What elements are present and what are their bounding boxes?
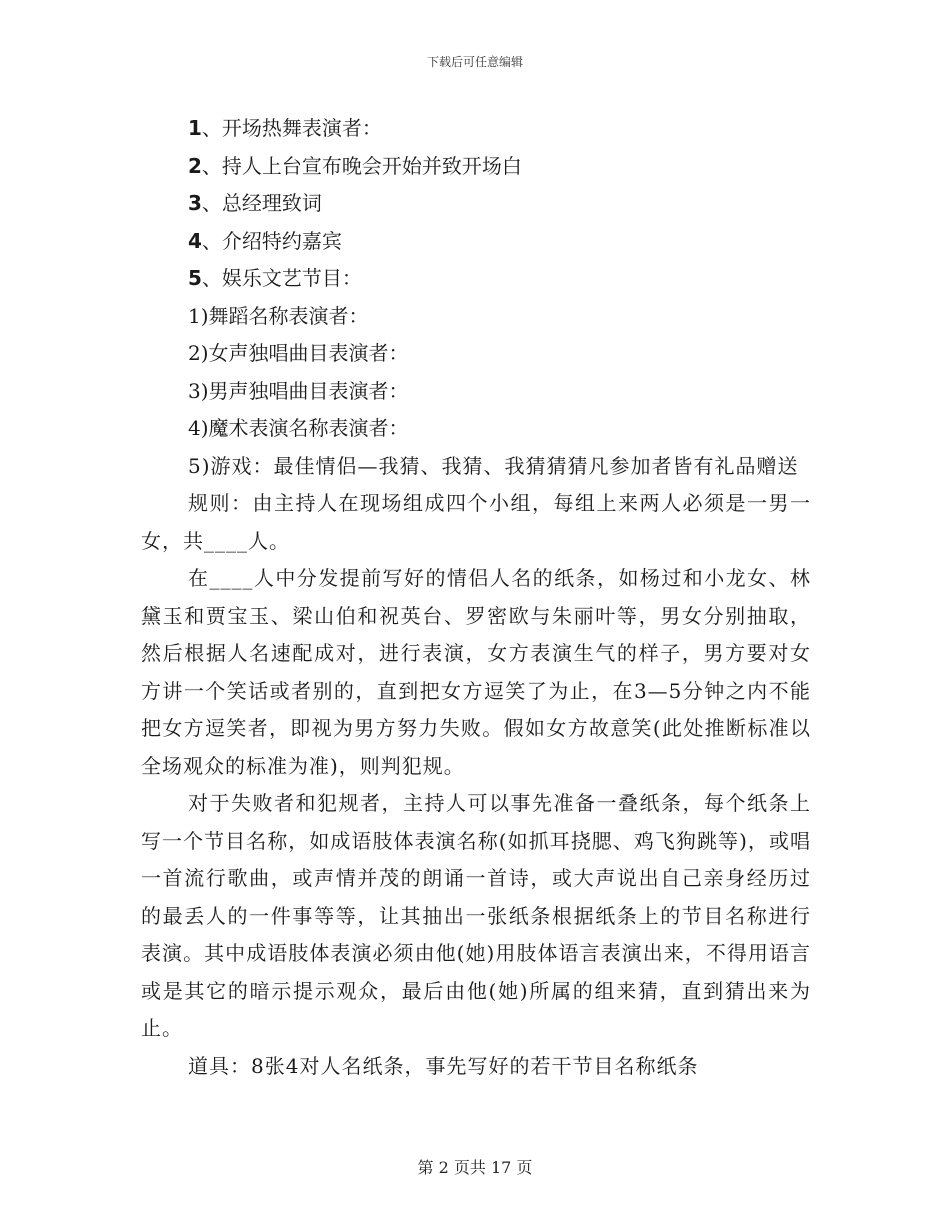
rules-paragraph: 规则：由主持人在现场组成四个小组，每组上来两人必须是一男一女，共____人。 [141, 491, 811, 553]
game-paragraph: 5)游戏：最佳情侣—我猜、我猜、我猜猜猜凡参加者皆有礼品赠送 [188, 453, 799, 478]
agenda-item [141, 260, 811, 298]
agenda-item [141, 110, 811, 148]
program-item: 2)女声独唱曲目表演者： [188, 341, 409, 365]
procedure-paragraph: 在____人中分发提前写好的情侣人名的纸条，如杨过和小龙女、林黛玉和贾宝玉、梁山伯和祝英台、罗密欧与朱丽叶等，男女分别抽取，然后根据人名速配成对，进行表演，女方表演生气的样子，男方要对女方讲一个笑话或者别的，直到把女方逗笑了为止，在3—5分钟之内不能把女方逗笑者，即视为男方努力失败。假如女方故意笑(此处推断标准以全场观众的标准为准)，则判犯规。 [141, 566, 811, 778]
agenda-item [141, 148, 811, 186]
program-item: 1)舞蹈名称表演者： [188, 303, 369, 328]
agenda-number: 1 [188, 116, 202, 140]
agenda-text: 、介绍特约嘉宾 [201, 228, 342, 253]
props-paragraph: 道具：8张4对人名纸条，事先写好的若干节目名称纸条 [188, 1053, 699, 1078]
agenda-number: 4 [188, 228, 202, 253]
header-note: 下载后可任意编辑 [426, 55, 523, 69]
agenda-text: 、开场热舞表演者： [201, 116, 382, 140]
agenda-text: 、娱乐文艺节目： [201, 266, 362, 290]
agenda-number: 3 [188, 191, 202, 215]
program-item: 4)魔术表演名称表演者： [188, 416, 409, 440]
penalty-paragraph: 对于失败者和犯规者，主持人可以事先准备一叠纸条，每个纸条上写一个节目名称，如成语肢体表演名称(如抓耳挠腮、鸡飞狗跳等)，或唱一首流行歌曲，或声情并茂的朗诵一首诗，或大声说出自己亲身经历过的最丢人的一件事等等，让其抽出一张纸条根据纸条上的节目名称进行表演。其中成语肢体表演必须由他(她)用肢体语言表演出来，不得用语言或是其它的暗示提示观众，最后由他(她)所属的组来猜，直到猜出来为止。 [141, 791, 811, 1040]
page-number-footer: 第 2 页共 17 页 [417, 1158, 533, 1177]
document-body [141, 110, 811, 1085]
agenda-number: 2 [188, 153, 202, 178]
agenda-number: 5 [188, 266, 202, 290]
agenda-item [141, 223, 811, 261]
program-item: 3)男声独唱曲目表演者： [188, 378, 409, 403]
agenda-text: 、总经理致词 [201, 191, 322, 215]
agenda-text: 、持人上台宣布晚会开始并致开场白 [201, 153, 522, 178]
agenda-item [141, 185, 811, 223]
